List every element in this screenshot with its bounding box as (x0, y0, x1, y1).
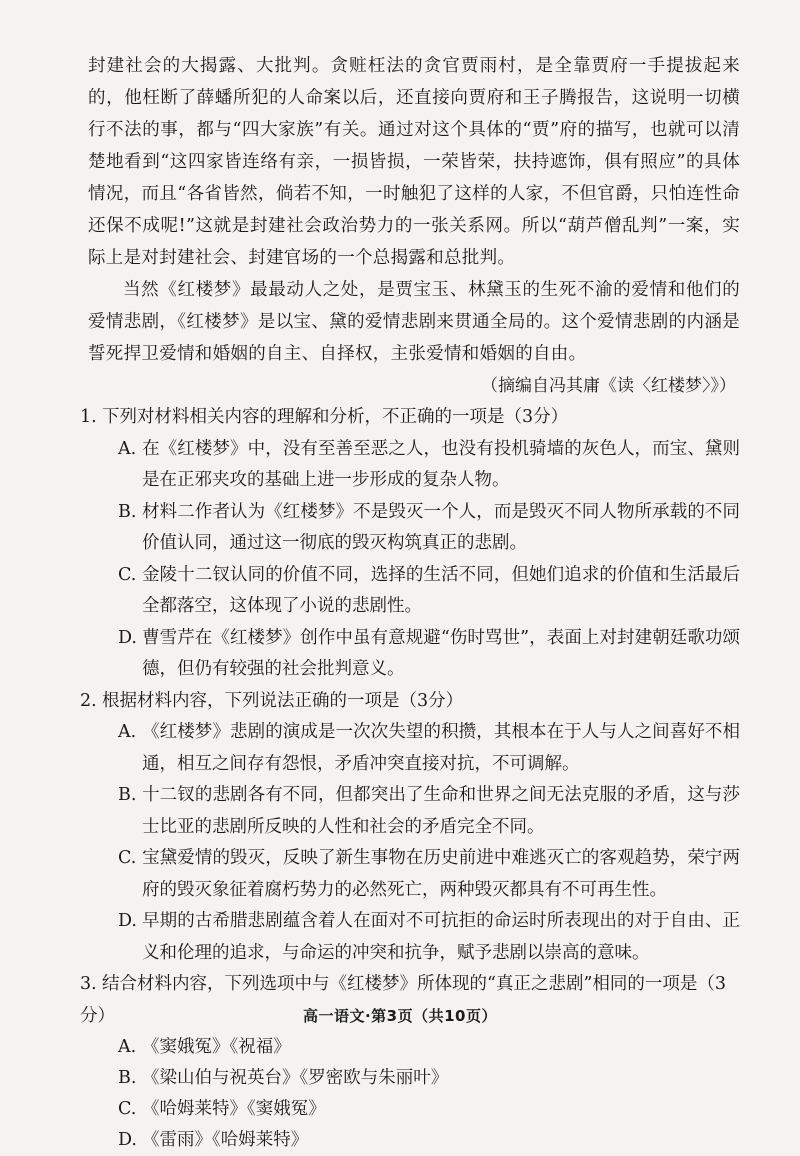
question-3 (80, 969, 740, 1156)
option-letter: B. (118, 1068, 137, 1088)
option-a (96, 434, 740, 497)
question-1 (80, 402, 740, 686)
option-letter: D. (118, 627, 137, 648)
passage-paragraph-2: 当然《红楼梦》最最动人之处，是贾宝玉、林黛玉的生死不渝的爱情和他们的爱情悲剧，《红楼梦》是以宝、黛的爱情悲剧来贯通全局的。这个爱情悲剧的内涵是誓死捍卫爱情和婚姻的自主、自择权，主张爱情和婚姻的自由。 (88, 280, 740, 364)
page-footer: 高一语文·第3页（共10页） (302, 1007, 497, 1025)
question-text: 根据材料内容，下列说法正确的一项是（3分） (102, 690, 464, 711)
question-number: 1. (80, 407, 97, 427)
option-text: 《梁山伯与祝英台》《罗密欧与朱丽叶》 (142, 1068, 449, 1088)
option-letter: A. (118, 438, 137, 459)
option-d (96, 906, 740, 969)
question-number: 3. (80, 974, 97, 994)
option-b (96, 497, 740, 560)
question-text: 结合材料内容，下列选项中与《红楼梦》所体现的“真正之悲剧”相同的一项是（3分） (80, 974, 727, 1026)
question-text: 下列对材料相关内容的理解和分析，不正确的一项是（3分） (102, 407, 569, 427)
option-letter: D. (118, 911, 137, 931)
option-letter: C. (118, 564, 137, 585)
option-letter: A. (118, 1037, 137, 1057)
option-letter: B. (118, 501, 137, 522)
option-c (96, 1094, 740, 1125)
option-text: 在《红楼梦》中，没有至善至恶之人，也没有投机骑墙的灰色人，而宝、黛则是在正邪夹攻的基础上进一步形成的复杂人物。 (142, 438, 740, 490)
question-2 (80, 686, 740, 970)
option-c (96, 843, 740, 906)
passage-source: （摘编自冯其庸《读〈红楼梦〉》） (481, 376, 736, 396)
option-text: 《雷雨》《哈姆莱特》 (142, 1130, 309, 1150)
option-a (96, 1032, 740, 1063)
option-d (96, 1125, 740, 1156)
option-text: 宝黛爱情的毁灭，反映了新生事物在历史前进中难逃灭亡的客观趋势，荣宁两府的毁灭象征着腐朽势力的必然死亡，两种毁灭都具有不可再生性。 (142, 848, 740, 900)
option-text: 《哈姆莱特》《窦娥冤》 (142, 1099, 326, 1119)
option-c (96, 560, 740, 623)
option-letter: B. (118, 785, 137, 805)
option-b (96, 780, 740, 843)
option-text: 《红楼梦》悲剧的演成是一次次失望的积攒，其根本在于人与人之间喜好不相通，相互之间存有怨恨，矛盾冲突直接对抗，不可调解。 (142, 722, 740, 774)
option-letter: A. (118, 722, 137, 742)
question-stem (80, 402, 740, 434)
option-d (96, 623, 740, 686)
option-letter: C. (118, 848, 137, 868)
option-text: 材料二作者认为《红楼梦》不是毁灭一个人，而是毁灭不同人物所承载的不同价值认同，通过这一彻底的毁灭构筑真正的悲剧。 (142, 501, 740, 553)
option-letter: D. (118, 1130, 137, 1150)
question-number: 2. (80, 690, 97, 711)
option-text: 金陵十二钗认同的价值不同，选择的生活不同，但她们追求的价值和生活最后全都落空，这体现了小说的悲剧性。 (142, 564, 740, 616)
question-stem (80, 686, 740, 718)
option-text: 《窦娥冤》《祝福》 (142, 1037, 291, 1057)
option-letter: C. (118, 1099, 137, 1119)
option-text: 十二钗的悲剧各有不同，但都突出了生命和世界之间无法克服的矛盾，这与莎士比亚的悲剧所反映的人性和社会的矛盾完全不同。 (142, 785, 740, 837)
passage-paragraph-1: 封建社会的大揭露、大批判。贪赃枉法的贪官贾雨村，是全靠贾府一手提拔起来的，他枉断了薛蟠所犯的人命案以后，还直接向贾府和王子腾报告，这说明一切横行不法的事，都与“四大家族”有关。通过对这个具体的“贾”府的描写，也就可以清楚地看到“这四家皆连络有亲，一损皆损，一荣皆荣，扶持遮饰，俱有照应”的具体情况，而且“各省皆然，倘若不知，一时触犯了这样的人家，不但官爵，只怕连性命还保不成呢!”这就是封建社会政治势力的一张关系网。所以“葫芦僧乱判”一案，实际上是对封建社会、封建官场的一个总揭露和总批判。 (88, 56, 740, 268)
option-text: 曹雪芹在《红楼梦》创作中虽有意规避“伤时骂世”，表面上对封建朝廷歌功颂德，但仍有较强的社会批判意义。 (142, 627, 740, 679)
option-text: 早期的古希腊悲剧蕴含着人在面对不可抗拒的命运时所表现出的对于自由、正义和伦理的追求，与命运的冲突和抗争，赋予悲剧以崇高的意味。 (142, 911, 740, 963)
option-a (96, 717, 740, 780)
option-b (96, 1063, 740, 1094)
